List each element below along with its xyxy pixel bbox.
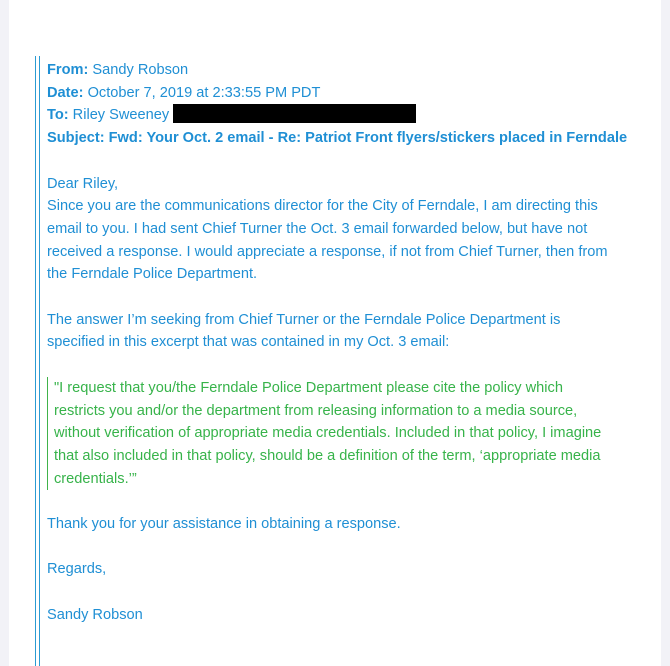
quote-bar-inner	[39, 56, 40, 666]
subject-value: Fwd: Your Oct. 2 email - Re: Patriot Front flyers/stickers placed in Ferndale	[108, 130, 628, 147]
paragraph-1	[47, 195, 647, 286]
paragraph-line: received a response. I would appreciate a response, if not from Chief Turner, then from	[47, 243, 608, 260]
quote-bar-outer	[35, 56, 36, 666]
thanks-line: Thank you for your assistance in obtaining a response.	[47, 516, 401, 532]
paragraph-2	[47, 309, 647, 354]
quote-line: credentials.’”	[54, 470, 137, 487]
subject-line	[47, 127, 647, 150]
greeting: Dear Riley,	[47, 175, 119, 192]
forwarded-email	[47, 59, 647, 626]
to-label: To:	[47, 107, 69, 124]
to-line	[47, 104, 647, 127]
subject-label: Subject:	[47, 130, 105, 147]
date-label: Date:	[47, 84, 84, 101]
to-value[interactable]: Riley Sweeney	[72, 107, 170, 124]
from-line	[47, 59, 647, 82]
signature-line: Sandy Robson	[47, 606, 143, 623]
paragraph-line: The answer I’m seeking from Chief Turner or the Ferndale Police Department is	[47, 311, 561, 328]
quote-line: that also included in that policy, should be a definition of the term, ‘appropriate media	[54, 447, 601, 464]
paragraph-line: email to you. I had sent Chief Turner the Oct. 3 email forwarded below, but have not	[47, 220, 588, 237]
quote-line: restricts you and/or the department from releasing information to a media source,	[54, 402, 578, 419]
paragraph-line: Since you are the communications director for the City of Ferndale, I am directing this	[47, 198, 598, 215]
quote-line: "I request that you/the Ferndale Police Department please cite the policy which	[54, 379, 563, 396]
date-line	[47, 82, 647, 105]
paragraph-line: specified in this excerpt that was contained in my Oct. 3 email:	[47, 334, 450, 351]
quote-line: without verification of appropriate media credentials. Included in that policy, I imagine	[54, 425, 602, 442]
quoted-excerpt	[47, 377, 647, 491]
closing-line: Regards,	[47, 561, 107, 578]
date-value[interactable]: October 7, 2019 at 2:33:55 PM PDT	[87, 84, 321, 101]
redaction-box	[173, 104, 416, 123]
from-label: From:	[47, 62, 89, 78]
paragraph-line: the Ferndale Police Department.	[47, 266, 258, 283]
email-page	[9, 0, 661, 666]
from-value[interactable]: Sandy Robson	[92, 62, 189, 78]
